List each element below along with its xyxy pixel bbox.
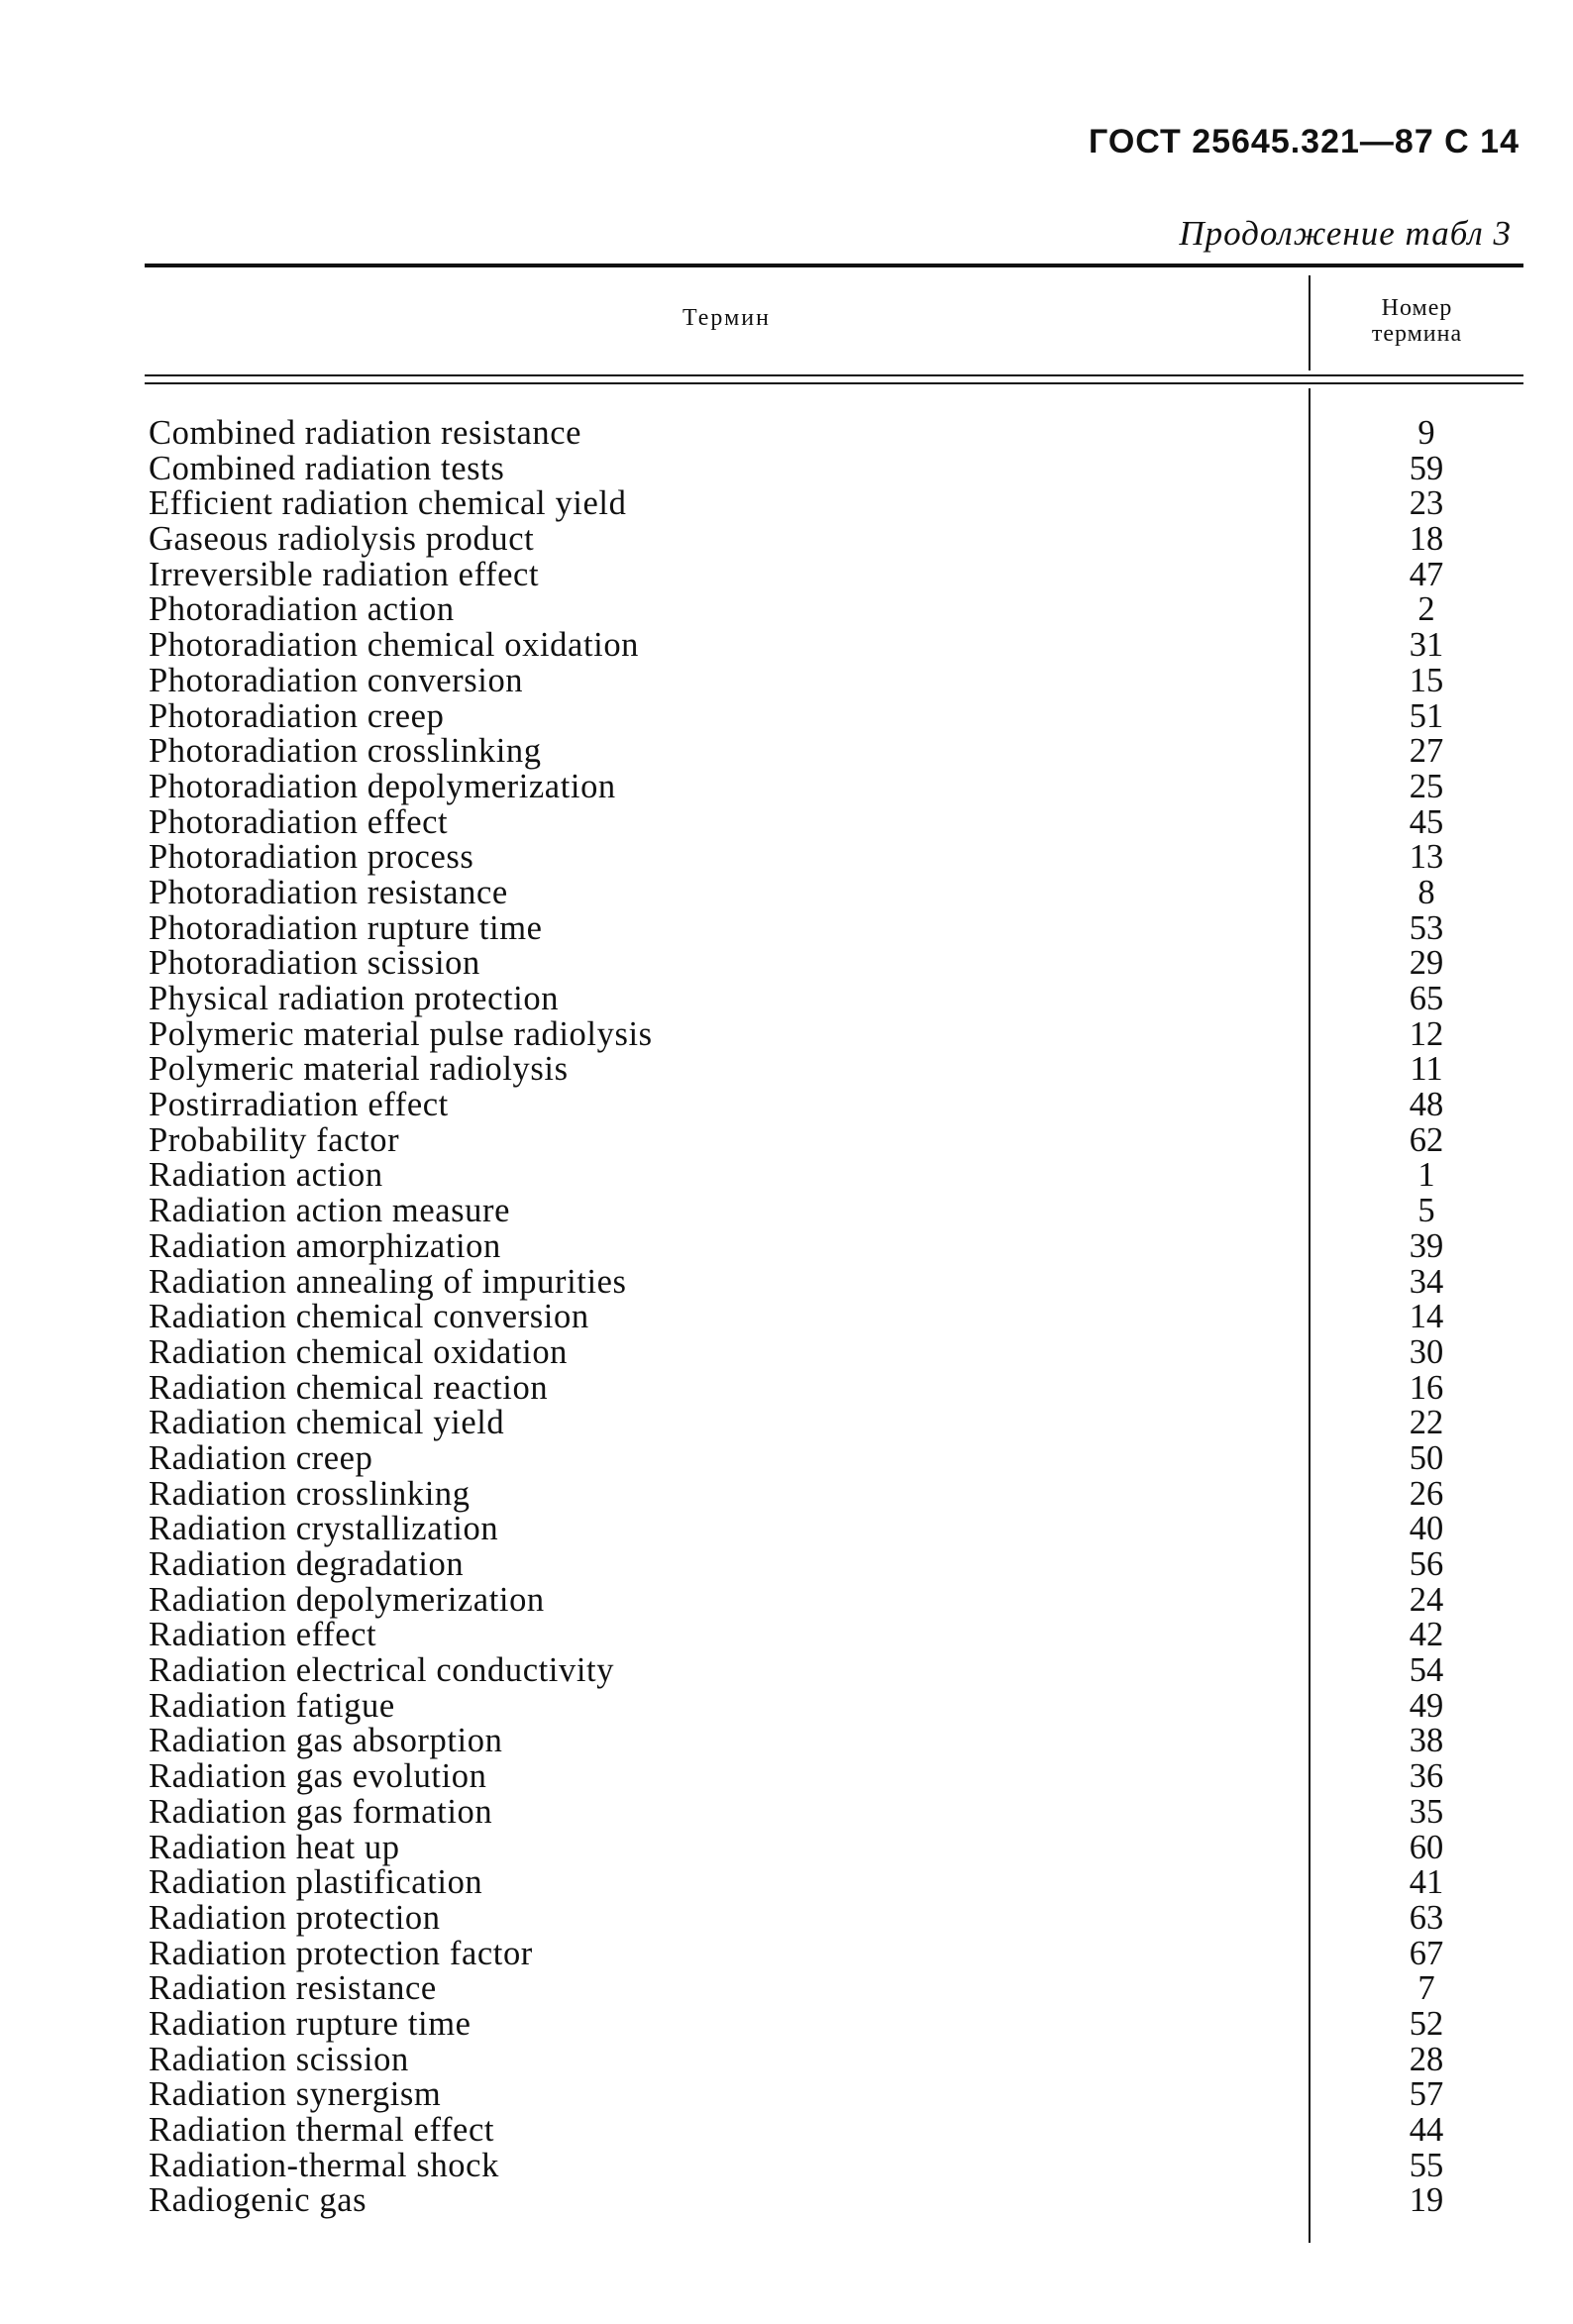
table-row — [0, 1898, 1573, 1937]
term-text: Radiogenic gas — [149, 2181, 367, 2220]
term-number: 26 — [1409, 1474, 1444, 1513]
term-number: 51 — [1409, 696, 1444, 735]
term-text: Radiation crystallization — [149, 1510, 499, 1548]
term-text: Physical radiation protection — [149, 980, 560, 1017]
term-number: 63 — [1409, 1898, 1444, 1937]
table-row — [0, 946, 1573, 982]
document-code: ГОСТ 25645.321—87 С 14 — [1089, 123, 1520, 160]
term-text: Photoradiation rupture time — [149, 908, 543, 947]
term-text: Polymeric material radiolysis — [149, 1050, 569, 1089]
term-text: Radiation degradation — [149, 1545, 465, 1583]
table-row — [0, 873, 1573, 911]
table-row — [0, 1547, 1573, 1583]
term-number: 67 — [1409, 1934, 1444, 1972]
term-number: 24 — [1409, 1580, 1444, 1619]
table-row — [0, 1332, 1573, 1371]
table-row — [0, 696, 1573, 735]
term-text: Radiation gas evolution — [149, 1757, 487, 1796]
table-row — [0, 1226, 1573, 1265]
term-number: 36 — [1409, 1757, 1444, 1796]
table-row — [0, 1438, 1573, 1477]
term-number: 59 — [1409, 449, 1444, 487]
table-row — [0, 449, 1573, 487]
term-text: Combined radiation resistance — [149, 414, 582, 452]
term-number: 30 — [1409, 1332, 1444, 1371]
term-number: 52 — [1409, 2004, 1444, 2043]
table-row — [0, 1052, 1573, 1088]
term-text: Photoradiation conversion — [149, 661, 524, 699]
table-row — [0, 1158, 1573, 1194]
table-row — [0, 1194, 1573, 1229]
term-text: Radiation synergism — [149, 2075, 442, 2114]
term-text: Postirradiation effect — [149, 1086, 449, 1124]
term-number: 16 — [1409, 1368, 1444, 1407]
table-row — [0, 1120, 1573, 1159]
table-row — [0, 908, 1573, 947]
term-text: Polymeric material pulse radiolysis — [149, 1014, 653, 1053]
term-text: Radiation action measure — [149, 1192, 511, 1230]
table-row — [0, 1512, 1573, 1547]
table-caption: Продолжение табл 3 — [1179, 214, 1512, 253]
term-number: 56 — [1409, 1545, 1444, 1583]
term-text: Radiation resistance — [149, 1969, 437, 2008]
table-row — [0, 840, 1573, 876]
term-text: Photoradiation action — [149, 590, 455, 629]
term-text: Radiation gas absorption — [149, 1722, 503, 1760]
table-row — [0, 2077, 1573, 2113]
term-text: Radiation creep — [149, 1438, 373, 1477]
term-text: Combined radiation tests — [149, 449, 505, 487]
term-text: Radiation rupture time — [149, 2004, 472, 2043]
term-number: 38 — [1409, 1722, 1444, 1760]
term-text: Radiation annealing of impurities — [149, 1262, 627, 1301]
term-number: 9 — [1417, 414, 1435, 452]
term-number: 50 — [1409, 1438, 1444, 1477]
table-row — [0, 802, 1573, 841]
term-text: Photoradiation depolymerization — [149, 767, 616, 805]
term-text: Photoradiation process — [149, 838, 474, 877]
table-row — [0, 1934, 1573, 1972]
header-bottom-rule-second — [145, 382, 1523, 384]
table-row — [0, 592, 1573, 628]
term-text: Radiation chemical yield — [149, 1404, 505, 1442]
term-number: 53 — [1409, 908, 1444, 947]
table-row — [0, 1686, 1573, 1725]
table-row — [0, 1014, 1573, 1053]
term-number: 14 — [1409, 1298, 1444, 1336]
term-text: Radiation chemical oxidation — [149, 1332, 569, 1371]
table-row — [0, 416, 1573, 452]
table-row — [0, 2146, 1573, 2184]
column-header-term: Термин — [682, 305, 771, 331]
term-number: 5 — [1417, 1192, 1435, 1230]
table-row — [0, 486, 1573, 522]
term-text: Radiation depolymerization — [149, 1580, 545, 1619]
term-text: Probability factor — [149, 1120, 400, 1159]
term-text: Photoradiation resistance — [149, 873, 508, 911]
term-text: Photoradiation scission — [149, 944, 480, 983]
table-row — [0, 1828, 1573, 1866]
term-number: 8 — [1417, 873, 1435, 911]
table-row — [0, 1368, 1573, 1407]
term-text: Photoradiation effect — [149, 802, 449, 841]
term-number: 60 — [1409, 1828, 1444, 1866]
term-text: Radiation action — [149, 1156, 383, 1195]
table-row — [0, 2183, 1573, 2219]
table-row — [0, 628, 1573, 664]
table-row — [0, 982, 1573, 1017]
term-number: 12 — [1409, 1014, 1444, 1053]
term-number: 40 — [1409, 1510, 1444, 1548]
term-text: Radiation protection — [149, 1898, 441, 1937]
term-number: 28 — [1409, 2040, 1444, 2078]
term-text: Photoradiation chemical oxidation — [149, 626, 640, 665]
term-text: Radiation chemical conversion — [149, 1298, 589, 1336]
term-number: 15 — [1409, 661, 1444, 699]
term-text: Radiation amorphization — [149, 1226, 501, 1265]
term-number: 45 — [1409, 802, 1444, 841]
term-text: Radiation electrical conductivity — [149, 1651, 615, 1690]
table-top-rule — [145, 264, 1523, 267]
term-text: Radiation-thermal shock — [149, 2146, 499, 2184]
term-text: Radiation protection factor — [149, 1934, 533, 1972]
term-text: Gaseous radiolysis product — [149, 520, 535, 559]
term-number: 22 — [1409, 1404, 1444, 1442]
term-text: Radiation crosslinking — [149, 1474, 471, 1513]
term-number: 13 — [1409, 838, 1444, 877]
table-row — [0, 661, 1573, 699]
term-text: Radiation chemical reaction — [149, 1368, 549, 1407]
term-text: Radiation gas formation — [149, 1792, 493, 1831]
table-row — [0, 1759, 1573, 1795]
table-row — [0, 1724, 1573, 1759]
table-row — [0, 1088, 1573, 1123]
table-row — [0, 2040, 1573, 2078]
term-number: 48 — [1409, 1086, 1444, 1124]
column-header-number — [1311, 295, 1523, 347]
term-number: 47 — [1409, 555, 1444, 593]
term-text: Photoradiation creep — [149, 696, 445, 735]
term-number: 25 — [1409, 767, 1444, 805]
table-row — [0, 767, 1573, 805]
term-number: 39 — [1409, 1226, 1444, 1265]
term-text: Radiation heat up — [149, 1828, 400, 1866]
column-header-number-line1: Номер — [1381, 295, 1453, 321]
term-number: 18 — [1409, 520, 1444, 559]
term-number: 29 — [1409, 944, 1444, 983]
term-number: 1 — [1417, 1156, 1435, 1195]
table-row — [0, 1262, 1573, 1301]
term-number: 11 — [1410, 1050, 1443, 1089]
table-row — [0, 1406, 1573, 1441]
table-row — [0, 555, 1573, 593]
term-number: 55 — [1409, 2146, 1444, 2184]
term-number: 2 — [1417, 590, 1435, 629]
term-number: 57 — [1409, 2075, 1444, 2114]
term-text: Radiation scission — [149, 2040, 409, 2078]
term-text: Radiation thermal effect — [149, 2111, 495, 2149]
table-row — [0, 734, 1573, 770]
term-text: Radiation fatigue — [149, 1686, 395, 1725]
table-row — [0, 1300, 1573, 1335]
term-number: 34 — [1409, 1262, 1444, 1301]
table-row — [0, 1618, 1573, 1653]
term-number: 19 — [1409, 2181, 1444, 2220]
term-text: Irreversible radiation effect — [149, 555, 540, 593]
term-text: Radiation effect — [149, 1616, 377, 1654]
term-number: 42 — [1409, 1616, 1444, 1654]
table-row — [0, 2113, 1573, 2149]
table-row — [0, 1653, 1573, 1689]
term-number: 7 — [1417, 1969, 1435, 2008]
term-number: 44 — [1409, 2111, 1444, 2149]
table-row — [0, 1971, 1573, 2007]
term-number: 65 — [1409, 980, 1444, 1017]
table-row — [0, 1792, 1573, 1831]
term-number: 62 — [1409, 1120, 1444, 1159]
term-number: 27 — [1409, 732, 1444, 771]
term-number: 23 — [1409, 484, 1444, 523]
term-number: 49 — [1409, 1686, 1444, 1725]
term-number: 54 — [1409, 1651, 1444, 1690]
table-row — [0, 1580, 1573, 1619]
term-number: 35 — [1409, 1792, 1444, 1831]
column-header-number-line2: термина — [1371, 321, 1463, 347]
term-text: Efficient radiation chemical yield — [149, 484, 627, 523]
table-row — [0, 522, 1573, 558]
header-bottom-rule — [145, 374, 1523, 376]
term-text: Radiation plastification — [149, 1863, 483, 1902]
table-row — [0, 1865, 1573, 1901]
table-row — [0, 1474, 1573, 1513]
term-text: Photoradiation crosslinking — [149, 732, 542, 771]
table-body — [0, 416, 1573, 2219]
term-number: 41 — [1409, 1863, 1444, 1902]
term-number: 31 — [1409, 626, 1444, 665]
table-row — [0, 2004, 1573, 2043]
